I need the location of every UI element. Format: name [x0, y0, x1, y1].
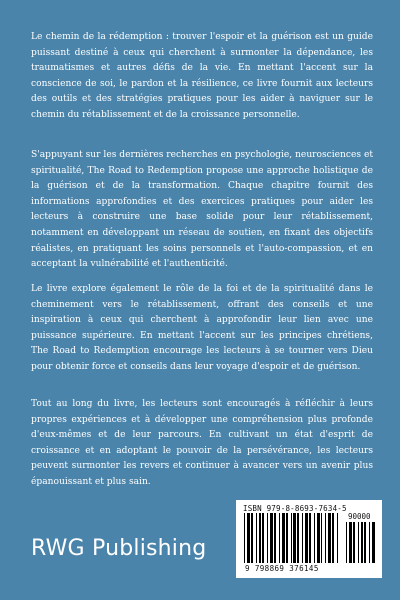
barcode-gap	[375, 522, 376, 563]
publisher-name: RWG Publishing	[31, 536, 207, 561]
back-cover-paragraph-2: S'appuyant sur les dernières recherches en psychologie, neurosciences et spiritualité, The Road to Redemption propose une approche holistique de la guérison et de la transformation. Chaque chapitre fournit des informations approfondies et des exercices pratiques pour aider les lecteurs à construire une base solide pour leur rétablissement, notamment en développant un réseau de soutien, en fixant des objectifs réalistes, en pratiquant les soins personnels et l'auto-compassion, et en acceptant la vulnérabilité et l'authenticité.	[31, 150, 373, 270]
isbn-label: ISBN 979-8-8693-7634-5	[243, 504, 347, 513]
back-cover-paragraph-4: Tout au long du livre, les lecteurs sont encouragés à réfléchir à leurs propres expériences et à développer une compréhension plus profonde d'eux-mêmes et de leur parcours. En cultivant un état d'esprit de croissance et en adoptant le pouvoir de la persévérance, les lecteurs peuvent surmonter les revers et continuer à avancer vers un avenir plus épanouissant et plus sain.	[31, 399, 373, 487]
barcode-bars	[244, 513, 340, 563]
barcode-gap	[338, 513, 340, 563]
back-cover-paragraph-3: Le livre explore également le rôle de la foi et de la spiritualité dans le cheminement vers le rétablissement, offrant des conseils et une inspiration à ceux qui cherchent à approfondir leur lien avec une puissance supérieure. En mettant l'accent sur les principes chrétiens, The Road to Redemption encourage les lecteurs à se tourner vers Dieu pour obtenir force et conseils dans leur voyage d'espoir et de guérison.	[31, 284, 373, 372]
barcode-addon-bars	[346, 522, 376, 563]
barcode-digits: 9 798869 376145	[245, 564, 319, 573]
barcode-price-code: 90000	[348, 512, 371, 521]
back-cover-paragraph-1: Le chemin de la rédemption : trouver l'espoir et la guérison est un guide puissant destiné à ceux qui cherchent à surmonter la dépendance, les traumatismes et autres défis de la vie. En mettant l'accent sur la conscience de soi, le pardon et la résilience, ce livre fournit aux lecteurs des outils et des stratégies pratiques pour les aider à naviguer sur le chemin du rétablissement et de la croissance personnelle.	[31, 32, 373, 120]
isbn-barcode	[236, 500, 382, 578]
